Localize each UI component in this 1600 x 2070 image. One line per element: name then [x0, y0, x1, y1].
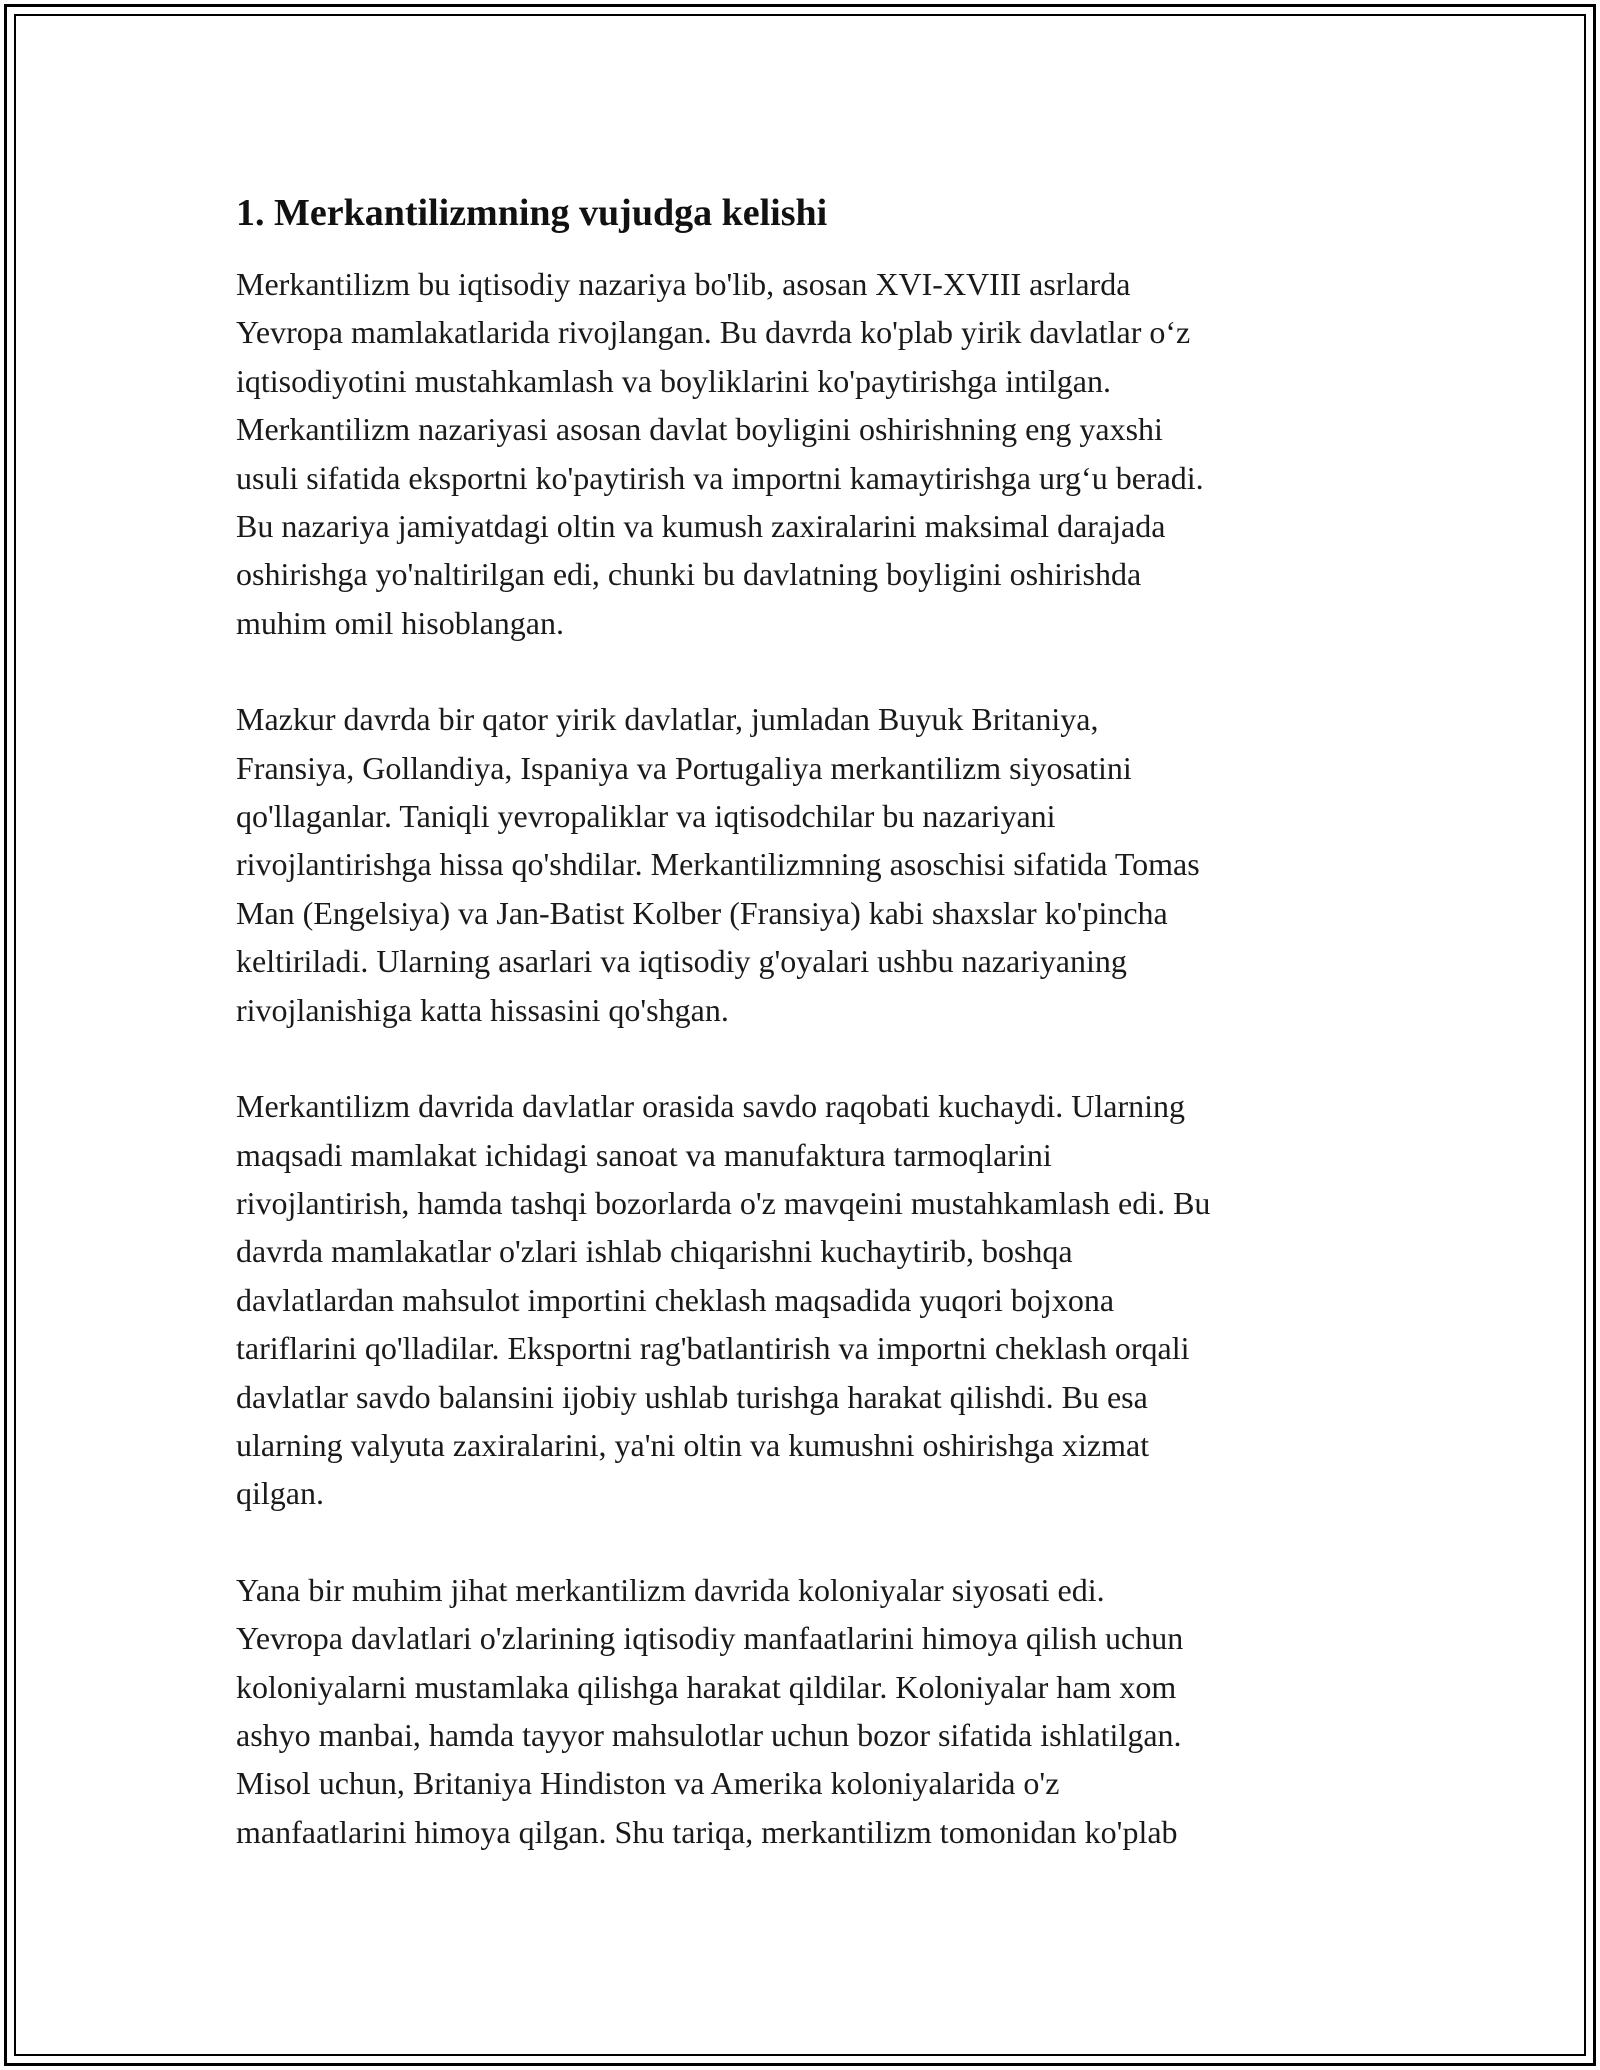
text-line: Merkantilizm davrida davlatlar orasida savdo raqobati kuchaydi. Ularning: [236, 1088, 1186, 1125]
text-line: Fransiya, Gollandiya, Ispaniya va Portugaliya merkantilizm siyosatini: [236, 749, 1132, 786]
paragraph-3: [236, 1082, 1366, 1518]
text-line: Merkantilizm bu iqtisodiy nazariya bo'lib, asosan XVI-XVIII asrlarda: [236, 266, 1131, 302]
section-heading: 1. Merkantilizmning vujudga kelishi: [236, 192, 828, 234]
text-line: Yevropa mamlakatlarida rivojlangan. Bu davrda ko'plab yirik davlatlar o‘z: [236, 314, 1191, 351]
text-line: koloniyalarni mustamlaka qilishga harakat qildilar. Koloniyalar ham xom: [236, 1668, 1177, 1705]
text-line: iqtisodiyotini mustahkamlash va boyliklarini ko'paytirishga intilgan.: [236, 362, 1111, 399]
text-line: manfaatlarini himoya qilgan. Shu tariqa, merkantilizm tomonidan ko'plab: [236, 1813, 1178, 1850]
text-line: davrda mamlakatlar o'zlari ishlab chiqarishni kuchaytirib, boshqa: [236, 1233, 1073, 1270]
text-line: Man (Engelsiya) va Jan-Batist Kolber (Fransiya) kabi shaxslar ko'pincha: [236, 894, 1168, 931]
text-line: rivojlantirish, hamda tashqi bozorlarda o'z mavqeini mustahkamlash edi. Bu: [236, 1184, 1211, 1221]
paragraph-1: [236, 260, 1366, 647]
text-line: davlatlardan mahsulot importini cheklash maqsadida yuqori bojxona: [236, 1281, 1115, 1318]
text-line: oshirishga yo'naltirilgan edi, chunki bu davlatning boyligini oshirishda: [236, 556, 1142, 593]
text-line: Yevropa davlatlari o'zlarining iqtisodiy manfaatlarini himoya qilish uchun: [236, 1620, 1184, 1657]
text-line: Misol uchun, Britaniya Hindiston va Amerika koloniyalarida o'z: [236, 1765, 1060, 1802]
text-line: maqsadi mamlakat ichidagi sanoat va manufaktura tarmoqlarini: [236, 1136, 1052, 1173]
text-line: Bu nazariya jamiyatdagi oltin va kumush zaxiralarini maksimal darajada: [236, 508, 1166, 545]
text-line: usuli sifatida eksportni ko'paytirish va importni kamaytirishga urg‘u beradi.: [236, 459, 1204, 496]
text-line: ashyo manbai, hamda tayyor mahsulotlar uchun bozor sifatida ishlatilgan.: [236, 1716, 1182, 1753]
text-line: Mazkur davrda bir qator yirik davlatlar, jumladan Buyuk Britaniya,: [236, 701, 1099, 738]
text-line: tariflarini qo'lladilar. Eksportni rag'batlantirish va importni cheklash orqali: [236, 1330, 1190, 1367]
text-line: rivojlanishiga katta hissasini qo'shgan.: [236, 991, 729, 1028]
text-line: ularning valyuta zaxiralarini, ya'ni oltin va kumushni oshirishga xizmat: [236, 1426, 1150, 1463]
document-body: [236, 188, 1366, 1904]
text-line: qilgan.: [236, 1475, 324, 1512]
paragraph-4: [236, 1566, 1366, 1856]
text-line: qo'llaganlar. Taniqli yevropaliklar va iqtisodchilar bu nazariyani: [236, 798, 1056, 835]
text-line: muhim omil hisoblangan.: [236, 604, 564, 641]
text-line: Yana bir muhim jihat merkantilizm davrida koloniyalar siyosati edi.: [236, 1571, 1105, 1608]
text-line: davlatlar savdo balansini ijobiy ushlab turishga harakat qilishdi. Bu esa: [236, 1378, 1148, 1415]
text-line: Merkantilizm nazariyasi asosan davlat boyligini oshirishning eng yaxshi: [236, 411, 1163, 448]
text-line: rivojlantirishga hissa qo'shdilar. Merkantilizmning asoschisi sifatida Tomas: [236, 846, 1200, 883]
paragraph-2: [236, 695, 1366, 1034]
text-line: keltiriladi. Ularning asarlari va iqtisodiy g'oyalari ushbu nazariyaning: [236, 943, 1127, 980]
